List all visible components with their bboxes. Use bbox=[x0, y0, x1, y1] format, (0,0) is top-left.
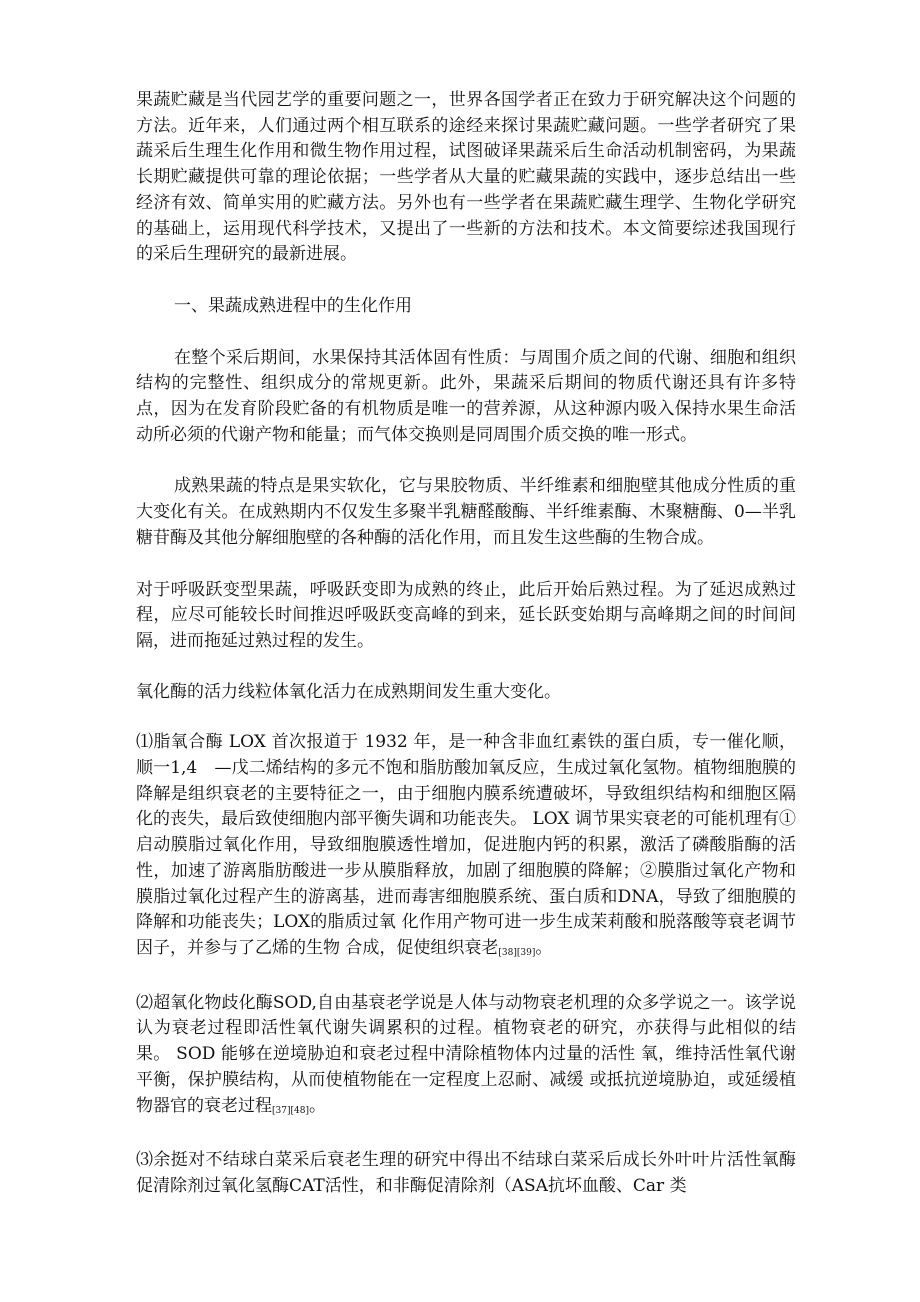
lox-citation: [38][39] bbox=[498, 947, 536, 958]
oxidase-paragraph: 氧化酶的活力线粒体氧化活力在成熟期间发生重大变化。 bbox=[136, 681, 561, 702]
lox-item-end: 。 bbox=[535, 937, 553, 958]
sod-citation: [37][48] bbox=[272, 1105, 309, 1116]
climacteric-paragraph: 对于呼吸跃变型果蔬，呼吸跃变即为成熟的终止，此后开始后熟过程。为了延迟成熟过程，应尽可能较长时间推迟呼吸跃变高峰的到来，延长跃变始期与高峰期之间的时间间隔，进而拖延过熟过程的发生。 bbox=[136, 579, 796, 651]
sod-item-end: 。 bbox=[308, 1095, 326, 1116]
section-heading: 一、果蔬成熟进程中的生化作用 bbox=[174, 295, 412, 316]
lox-item bbox=[136, 730, 796, 964]
sod-item-text: ⑵超氧化物歧化酶SOD,自由基衰老学说是人体与动物衰老机理的众多学说之一。该学说认为衰老过程即活性氧代谢失调累积的过程。植物衰老的研究，亦获得与此相似的结果。 SOD 能够在逆境胁迫和衰老过程中清除植物体内过量的活性 氧，维持活性氧代谢平衡，保护膜结构，从而使植物能在一定程度上忍耐、减缓 或抵抗逆境胁迫，或延缓植物器官的衰老过程 bbox=[136, 992, 796, 1116]
document-page bbox=[136, 88, 796, 1200]
softening-paragraph: 成熟果蔬的特点是果实软化，它与果胶物质、半纤维素和细胞壁其他成分性质的重大变化有关。在成熟期内不仅发生多聚半乳糖醛酸酶、半纤维素酶、木聚糖酶、0—半乳糖苷酶及其他分解细胞壁的各种酶的活化作用，而且发生这些酶的生物合成。 bbox=[136, 476, 796, 548]
sod-item bbox=[136, 991, 796, 1123]
cabbage-item: ⑶余挺对不结球白菜采后衰老生理的研究中得出不结球白菜采后成长外叶叶片活性氧酶促清除剂过氧化氢酶CAT活性，和非酶促清除剂（ASA抗坏血酸、Car 类 bbox=[136, 1150, 796, 1196]
lox-item-text: ⑴脂氧合酶 LOX 首次报道于 1932 年，是一种含非血红素铁的蛋白质，专一催化顺，顺一1,4 —戊二烯结构的多元不饱和脂肪酸加氧反应，生成过氧化氢物。植物细胞膜的降解是组织衰老的主要特征之一，由于细胞内膜系统遭破坏，导致组织结构和细胞区隔化的丧失，最后致使细胞内部平衡失调和功能丧失。 LOX 调节果实衰老的可能机理有①启动膜脂过氧化作用，导致细胞膜透性增加，促进胞内钙的积累，激活了磷酸脂酶的活性，加速了游离脂肪酸进一步从膜脂释放，加剧了细胞膜的降解；②膜脂过氧化产物和膜脂过氧化过程产生的游离基，进而毒害细胞膜系统、蛋白质和DNA，导致了细胞膜的降解和功能丧失；LOX的脂质过氧 化作用产物可进一步生成茉莉酸和脱落酸等衰老调节因子，并参与了乙烯的生物 合成，促使组织衰老 bbox=[136, 732, 796, 958]
metabolism-paragraph: 在整个采后期间，水果保持其活体固有性质：与周围介质之间的代谢、细胞和组织结构的完整性、组织成分的常规更新。此外，果蔬采后期间的物质代谢还具有许多特点，因为在发育阶段贮备的有机物质是唯一的营养源，从这种源内吸入保持水果生命活动所必须的代谢产物和能量；而气体交换则是同周围介质交换的唯一形式。 bbox=[136, 347, 796, 445]
intro-paragraph: 果蔬贮藏是当代园艺学的重要问题之一，世界各国学者正在致力于研究解决这个问题的方法。近年来，人们通过两个相互联系的途经来探讨果蔬贮藏问题。一些学者研究了果蔬采后生理生化作用和微生物作用过程，试图破译果蔬采后生命活动机制密码，为果蔬长期贮藏提供可靠的理论依据；一些学者从大量的贮藏果蔬的实践中，逐步总结出一些经济有效、简单实用的贮藏方法。另外也有一些学者在果蔬贮藏生理学、生物化学研究的基础上，运用现代科学技术，又提出了一些新的方法和技术。本文简要综述我国现行的采后生理研究的最新进展。 bbox=[136, 90, 796, 265]
